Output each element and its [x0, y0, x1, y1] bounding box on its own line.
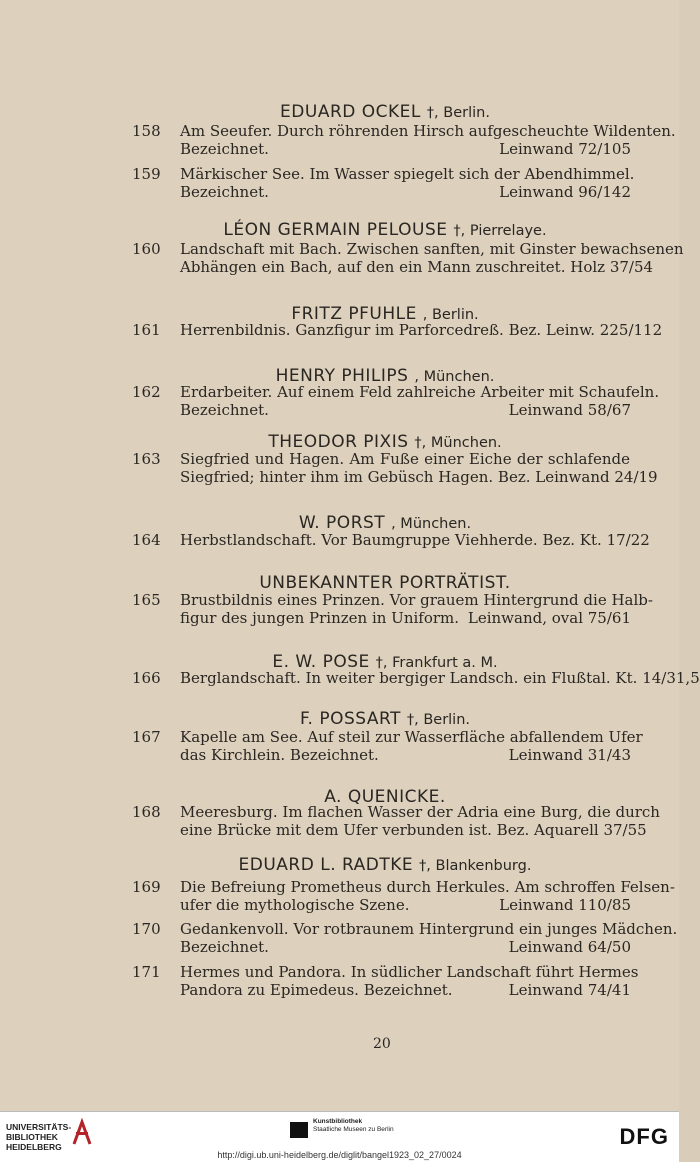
catalog-number: 163: [132, 450, 161, 468]
entry-medium-size: Leinwand 64/50: [508, 938, 631, 956]
catalog-number: 161: [132, 321, 161, 339]
entry-medium-size: Leinwand 58/67: [508, 401, 631, 419]
catalog-number: 165: [132, 591, 161, 609]
artist-name: LÉON GERMAIN PELOUSE: [223, 220, 448, 240]
entry-description-line: Siegfried; hinter ihm im Gebüsch Hagen. Bez. Leinwand 24/19: [180, 468, 658, 486]
entry-description-line: Herrenbildnis. Ganzfigur im Parforcedreß. Bez. Leinw. 225/112: [180, 321, 663, 339]
artist-heading: [180, 220, 590, 240]
artist-location: †, München.: [414, 435, 502, 451]
ub-logo-line: HEIDELBERG: [6, 1142, 62, 1152]
catalog-number: 169: [132, 878, 161, 896]
entry-description-line: Gedankenvoll. Vor rotbraunem Hintergrund ein junges Mädchen.: [180, 920, 678, 938]
entry-description-line: Meeresburg. Im flachen Wasser der Adria eine Burg, die durch: [180, 803, 660, 821]
dfg-logo[interactable]: DFG: [619, 1124, 669, 1149]
entry-description-line: Pandora zu Epimedeus. Bezeichnet.: [180, 981, 453, 999]
entry-medium-size: Leinwand 31/43: [508, 746, 631, 764]
entry-description-line: Berglandschaft. In weiter bergiger Landsch. ein Flußtal. Kt. 14/31,5: [180, 669, 700, 687]
artist-location: †, Frankfurt a. M.: [375, 655, 498, 671]
entry-medium-size: Leinwand 96/142: [499, 183, 631, 201]
artist-name: A. QUENICKE.: [324, 787, 446, 807]
artist-name: EDUARD OCKEL: [280, 102, 421, 122]
catalog-number: 162: [132, 383, 161, 401]
entry-description-line: Die Befreiung Prometheus durch Herkules. Am schroffen Felsen-: [180, 878, 675, 896]
entry-description-line: eine Brücke mit dem Ufer verbunden ist. Bez. Aquarell 37/55: [180, 821, 647, 839]
catalog-number: 168: [132, 803, 161, 821]
entry-description-line: Kapelle am See. Auf steil zur Wasserfläche abfallendem Ufer: [180, 728, 643, 746]
entry-medium-size: Leinwand 74/41: [508, 981, 631, 999]
artist-location: †, Pierrelaye.: [453, 223, 547, 239]
artist-location: , München.: [391, 516, 472, 532]
permalink-url[interactable]: http://digi.ub.uni-heidelberg.de/diglit/bangel1923_02_27/0024: [217, 1150, 462, 1160]
artist-location: , Berlin.: [422, 307, 479, 323]
entry-medium-size: Leinwand 110/85: [499, 896, 631, 914]
artist-location: †, Blankenburg.: [419, 858, 532, 874]
entry-description-line: Siegfried und Hagen. Am Fuße einer Eiche der schlafende: [180, 450, 630, 468]
catalog-number: 159: [132, 165, 161, 183]
catalog-number: 160: [132, 240, 161, 258]
artist-name: FRITZ PFUHLE: [291, 304, 417, 324]
entry-description-line: Abhängen ein Bach, auf den ein Mann zuschreitet. Holz 37/54: [180, 258, 654, 276]
artist-heading: [180, 432, 590, 452]
catalog-number: 166: [132, 669, 161, 687]
page-number: 20: [373, 1036, 391, 1052]
artist-heading: [180, 855, 590, 875]
artist-name: HENRY PHILIPS: [275, 366, 409, 386]
artist-heading: [180, 513, 590, 533]
ub-logo-line: BIBLIOTHEK: [6, 1132, 58, 1142]
entry-description-line: Bezeichnet.: [180, 140, 269, 158]
entry-description-line: figur des jungen Prinzen in Uniform.: [180, 609, 460, 627]
artist-name: THEODOR PIXIS: [268, 432, 409, 452]
entry-medium-size: Leinwand, oval 75/61: [467, 609, 631, 627]
artist-name: W. PORST: [298, 513, 386, 533]
entry-description-line: ufer die mythologische Szene.: [180, 896, 410, 914]
entry-medium-size: Leinwand 72/105: [499, 140, 631, 158]
catalog-number: 167: [132, 728, 161, 746]
ub-emblem-icon: [70, 1118, 94, 1148]
ub-logo-line: UNIVERSITÄTS-: [6, 1122, 72, 1132]
catalog-number: 171: [132, 963, 161, 981]
entry-description-line: Am Seeufer. Durch röhrenden Hirsch aufgescheuchte Wildenten.: [180, 122, 676, 140]
artist-location: †, Berlin.: [426, 105, 490, 121]
catalog-number: 170: [132, 920, 161, 938]
entry-description-line: Hermes und Pandora. In südlicher Landschaft führt Hermes: [180, 963, 639, 981]
entry-description-line: Erdarbeiter. Auf einem Feld zahlreiche Arbeiter mit Schaufeln.: [180, 383, 660, 401]
entry-description-line: das Kirchlein. Bezeichnet.: [180, 746, 379, 764]
entry-description-line: Brustbildnis eines Prinzen. Vor grauem Hintergrund die Halb-: [180, 591, 653, 609]
artist-heading: [180, 573, 590, 593]
entry-description-line: Bezeichnet.: [180, 938, 269, 956]
entry-description-line: Märkischer See. Im Wasser spiegelt sich der Abendhimmel.: [180, 165, 635, 183]
kunstbibliothek-logo-icon: [290, 1122, 308, 1138]
artist-heading: [180, 102, 590, 122]
entry-description-line: Herbstlandschaft. Vor Baumgruppe Viehherde. Bez. Kt. 17/22: [180, 531, 650, 549]
artist-location: , München.: [414, 369, 495, 385]
entry-description-line: Bezeichnet.: [180, 401, 269, 419]
catalog-number: 158: [132, 122, 161, 140]
artist-heading: [180, 709, 590, 729]
catalog-number: 164: [132, 531, 161, 549]
footer-bar: [0, 1111, 679, 1162]
artist-name: F. POSSART: [299, 709, 401, 729]
university-library-logo[interactable]: [6, 1122, 71, 1152]
artist-name: EDUARD L. RADTKE: [238, 855, 414, 875]
kb-line: Staatliche Museen zu Berlin: [313, 1126, 394, 1133]
kb-line: Kunstbibliothek: [313, 1118, 363, 1125]
artist-name: UNBEKANNTER PORTRÄTIST.: [259, 573, 511, 593]
artist-location: †, Berlin.: [406, 712, 471, 728]
kunstbibliothek-label[interactable]: [313, 1118, 394, 1134]
artist-name: E. W. POSE: [272, 652, 370, 672]
entry-description-line: Bezeichnet.: [180, 183, 269, 201]
entry-description-line: Landschaft mit Bach. Zwischen sanften, mit Ginster bewachsenen: [180, 240, 684, 258]
